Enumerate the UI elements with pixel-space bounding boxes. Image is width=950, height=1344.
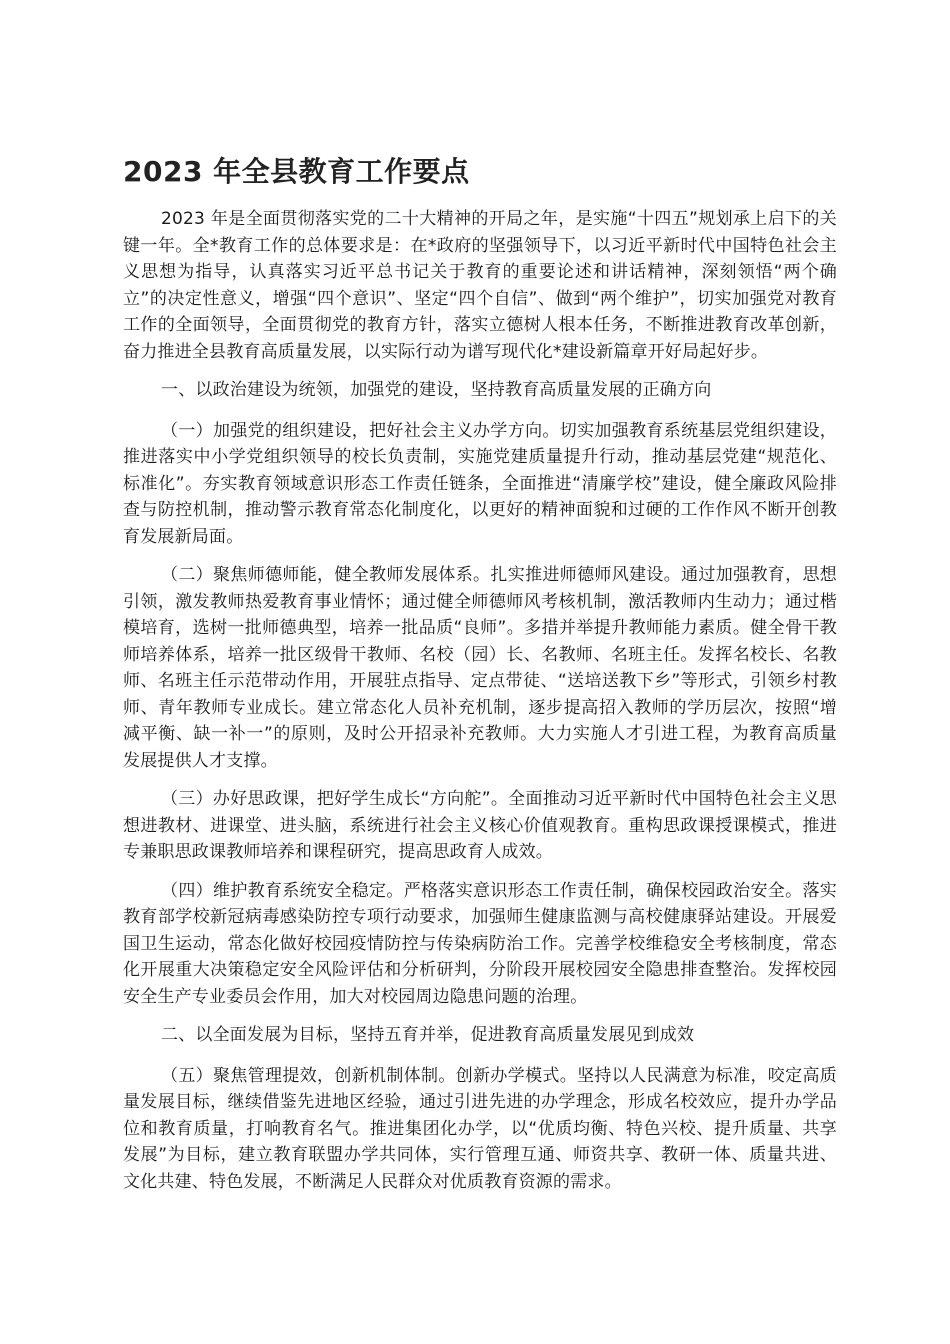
paragraph-item-5: （五）聚焦管理提效，创新机制体制。创新办学模式。坚持以人民满意为标准，咬定高质量发展目标，继续借鉴先进地区经验，通过引进先进的办学理念，形成名校效应，提升办学品位和教育质量，打响教育名气。推进集团化办学，以“优质均衡、特色兴校、提升质量、共享发展”为目标，建立教育联盟办学共同体，实行管理互通、师资共享、教研一体、质量共进、文化共建、特色发展，不断满足人民群众对优质教育资源的需求。	[123, 1065, 837, 1192]
intro-paragraph: 2023 年是全面贯彻落实党的二十大精神的开局之年，是实施“十四五”规划承上启下的关键一年。全*教育工作的总体要求是：在*政府的坚强领导下，以习近平新时代中国特色社会主义思想为指导，认真落实习近平总书记关于教育的重要论述和讲话精神，深刻领悟“两个确立”的决定性意义，增强“四个意识”、坚定“四个自信”、做到“两个维护”，切实加强党对教育工作的全面领导，全面贯彻党的教育方针，落实立德树人根本任务，不断推进教育改革创新，奋力推进全县教育高质量发展，以实际行动为谱写现代化*建设新篇章开好局起好步。	[123, 209, 837, 362]
paragraph-item-1: （一）加强党的组织建设，把好社会主义办学方向。切实加强教育系统基层党组织建设，推进落实中小学党组织领导的校长负责制，实施党建质量提升行动，推动基层党建“规范化、标准化”。夯实教育领域意识形态工作责任链条，全面推进“清廉学校”建设，健全廉政风险排查与防控机制，推动警示教育常态化制度化，以更好的精神面貌和过硬的工作作风不断开创教育发展新局面。	[123, 420, 837, 547]
paragraph-item-4: （四）维护教育系统安全稳定。严格落实意识形态工作责任制，确保校园政治安全。落实教育部学校新冠病毒感染防控专项行动要求，加强师生健康监测与高校健康驿站建设。开展爱国卫生运动，常态化做好校园疫情防控与传染病防治工作。完善学校维稳安全考核制度，常态化开展重大决策稳定安全风险评估和分析研判，分阶段开展校园安全隐患排查整治。发挥校园安全生产专业委员会作用，加大对校园周边隐患问题的治理。	[123, 880, 837, 1007]
section-heading-1: 一、以政治建设为统领，加强党的建设，坚持教育高质量发展的正确方向	[161, 380, 712, 400]
paragraph-item-2: （二）聚焦师德师能，健全教师发展体系。扎实推进师德师风建设。通过加强教育，思想引领，激发教师热爱教育事业情怀；通过健全师德师风考核机制，激活教师内生动力；通过楷模培育，选树一批师德典型，培养一批品质“良师”。多措并举提升教师能力素质。健全骨干教师培养体系，培养一批区级骨干教师、名校（园）长、名教师、名班主任。发挥名校长、名教师、名班主任示范带动作用，开展驻点指导、定点带徒、“送培送教下乡”等形式，引领乡村教师、青年教师专业成长。建立常态化人员补充机制，逐步提高招入教师的学历层次，按照“增减平衡、缺一补一”的原则，及时公开招录补充教师。大力实施人才引进工程，为教育高质量发展提供人才支撑。	[123, 565, 837, 771]
document-title: 2023 年全县教育工作要点	[123, 155, 470, 188]
document-page	[123, 152, 837, 1207]
paragraph-item-3: （三）办好思政课，把好学生成长“方向舵”。全面推动习近平新时代中国特色社会主义思想进教材、进课堂、进头脑，系统进行社会主义核心价值观教育。重构思政课授课模式，推进专兼职思政课教师培养和课程研究，提高思政育人成效。	[123, 789, 837, 862]
section-heading-2: 二、以全面发展为目标，坚持五育并举，促进教育高质量发展见到成效	[161, 1025, 695, 1045]
